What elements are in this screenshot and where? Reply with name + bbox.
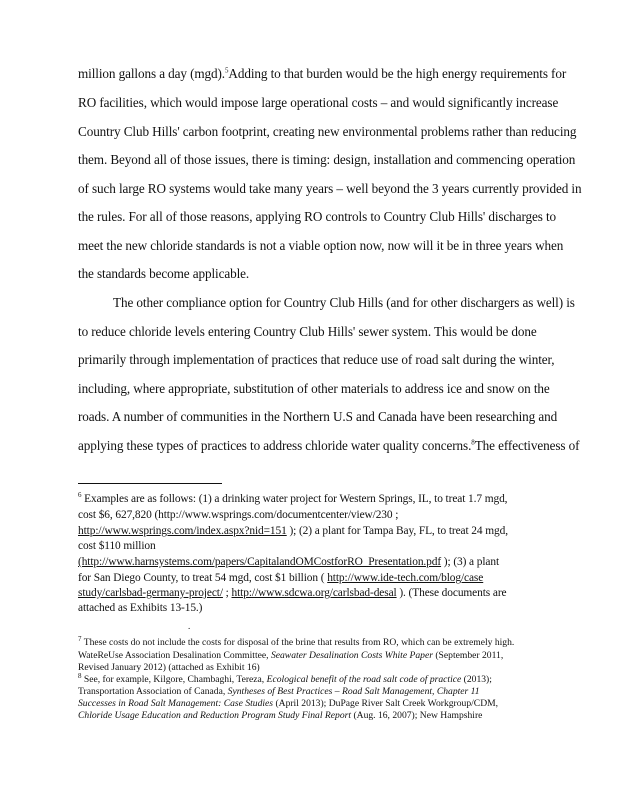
footnote-6-line: http://www.wsprings.com/index.aspx?nid=151 ); (2) a plant for Tampa Bay, FL, to treat 24 mgd, [78, 525, 508, 537]
body-line: them. Beyond all of those issues, there is timing: design, installation and commencing operation [78, 152, 576, 167]
footnote-7: $^7$ These costs do not include the costs for disposal of the brine that results from RO, which can be extremely high. [78, 634, 515, 648]
link[interactable]: (http://www.harnsystems.com/papers/CapitalandOMCostforRO_Presentation.pdf [78, 556, 442, 568]
body-line: million gallons a day (mgd).$^5$Adding to that burden would be the high energy requirements for [78, 66, 567, 81]
body-line: meet the new chloride standards is not a viable option now, now will it be in three years when [78, 238, 564, 253]
body-line: including, where appropriate, substitution of other materials to address ice and snow on the [78, 381, 550, 396]
footnote-6-line: cost $6, 627,820 (http://www.wsprings.com/documentcenter/view/230 ; [78, 509, 399, 521]
footnote-6-line: cost $110 million [78, 540, 156, 552]
paragraph-start-line: The other compliance option for Country Club Hills (and for other dischargers as well) is [113, 295, 575, 310]
link[interactable]: http://www.wsprings.com/index.aspx?nid=151 [78, 525, 287, 537]
body-line: primarily through implementation of practices that reduce use of road salt during the winter, [78, 352, 555, 367]
footnote-7-line: Revised January 2012) (attached as Exhibit 16) [78, 662, 260, 673]
footnote-8-line: Transportation Association of Canada, Syntheses of Best Practices – Road Salt Management, Chapter 11 [78, 686, 480, 697]
footnote-6-line: for San Diego County, to treat 54 mgd, cost $1 billion ( http://www.ide-tech.com/blog/case [78, 572, 484, 584]
footnote-8-line: Successes in Road Salt Management: Case Studies (April 2013); DuPage River Salt Creek Workgroup/CDM, [78, 698, 499, 709]
body-line: roads. A number of communities in the Northern U.S and Canada have been researching and [78, 409, 558, 424]
footnote-6: $^6$ Examples are as follows: (1) a drinking water project for Western Springs, IL, to treat 1.7 mgd, [78, 491, 508, 505]
footnote-6-line: study/carlsbad-germany-project/ ; http://www.sdcwa.org/carlsbad-desal ). (These documents are [78, 587, 507, 599]
body-line: Country Club Hills' carbon footprint, creating new environmental problems rather than reducing [78, 124, 577, 139]
footnote-6-line: attached as Exhibits 13-15.) [78, 602, 203, 614]
body-line: the rules. For all of those reasons, applying RO controls to Country Club Hills' discharges to [78, 209, 557, 224]
footnote-ref-5[interactable]: 5 [225, 66, 229, 75]
footnote-6-line: (http://www.harnsystems.com/papers/CapitalandOMCostforRO_Presentation.pdf ); (3) a plant [78, 556, 500, 568]
body-line: to reduce chloride levels entering Country Club Hills' sewer system. This would be done [78, 324, 537, 339]
body-line: the standards become applicable. [78, 266, 250, 281]
footnote-8: $^8$ See, for example, Kilgore, Chambaghi, Tereza, Ecological benefit of the road salt code of practice (2013); [78, 671, 492, 685]
body-line: applying these types of practices to address chloride water quality concerns.$^8$The effectiveness of [78, 438, 580, 453]
link[interactable]: study/carlsbad-germany-project/ [78, 587, 223, 599]
body-line: of such large RO systems would take many years – well beyond the 3 years currently provided in [78, 181, 582, 196]
footnote-ref-8[interactable]: 8 [471, 438, 475, 447]
footnote-8-line: Chloride Usage Education and Reduction Program Study Final Report (Aug. 16, 2007); New Hampshire [78, 710, 483, 721]
body-line: RO facilities, which would impose large operational costs – and would significantly increase [78, 95, 559, 110]
link[interactable]: http://www.sdcwa.org/carlsbad-desal [231, 587, 397, 599]
footnote-7-line: WateReUse Association Desalination Committee, Seawater Desalination Costs White Paper (September 2011, [78, 650, 504, 661]
link[interactable]: http://www.ide-tech.com/blog/case [327, 572, 484, 584]
separator-dot: . [188, 621, 191, 631]
